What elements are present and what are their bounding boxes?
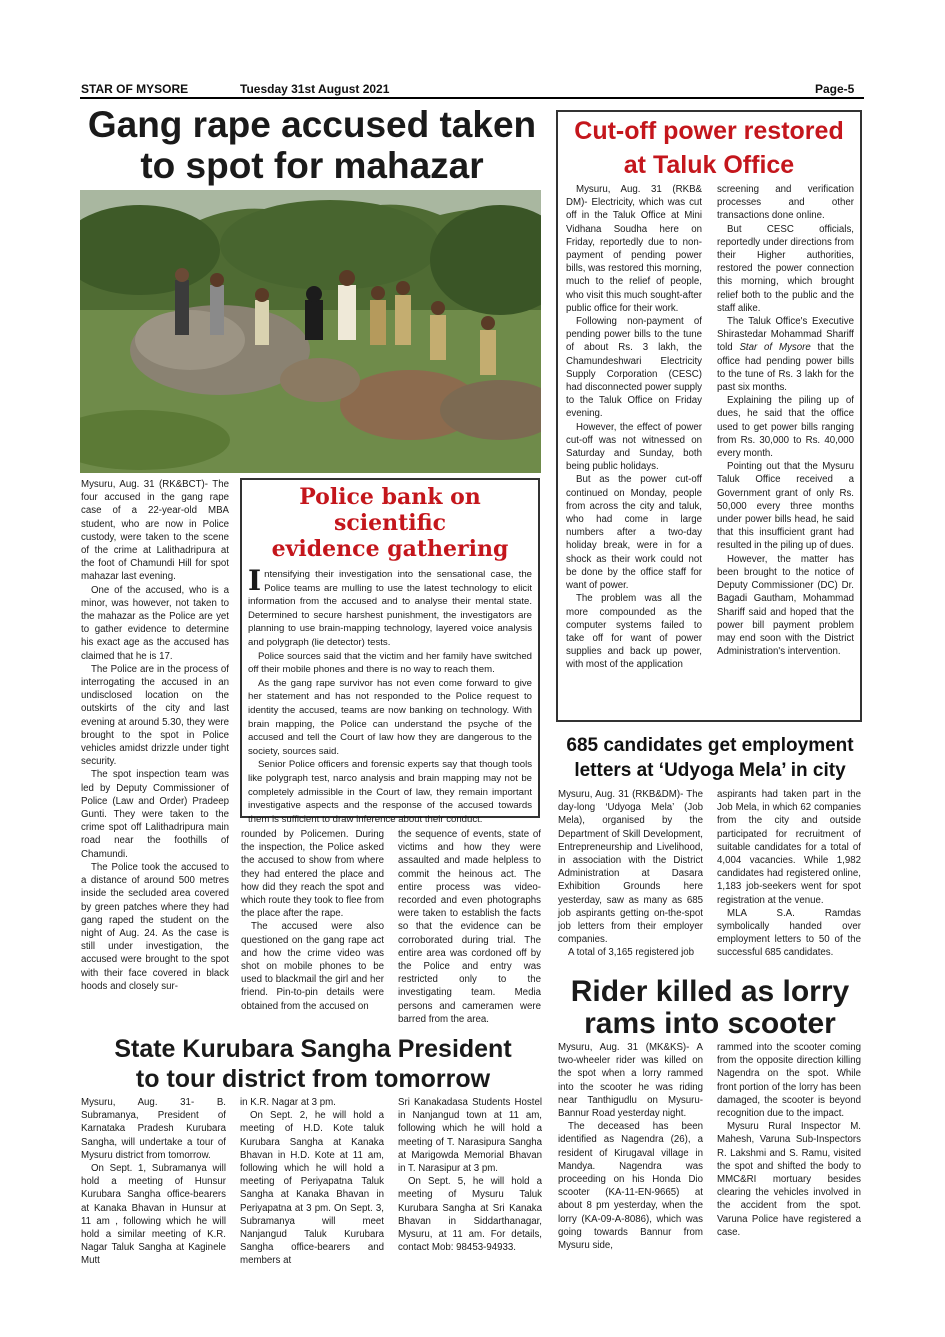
paragraph: The accused were also questioned on the gang rape act and how the crime video was shot on mobile phones to be used to blackmail the girl and her friend. Pin-to-pin details were obtained from the accused on [241, 921, 384, 1012]
paragraph: The Police are in the process of interrogating the accused in an undisclosed location on the outskirts of the city and last evening at around 5.30, they were brought to the spot in Police vehicles amidst drizzle under tight security. [81, 663, 229, 768]
headline-line: letters at ‘Udyoga Mela’ in city [574, 760, 846, 781]
drop-cap: I [248, 564, 262, 597]
headline-line: to tour district from tomorrow [135, 1065, 491, 1093]
headline-line: evidence gathering [271, 536, 509, 562]
paragraph: rounded by Policemen. During the inspection, the Police asked the accused to show from where they had entered the place and how did they reach the spot and which route they took to flee from the place after the rape. [241, 829, 384, 920]
gang-rape-headline [80, 104, 544, 186]
paper-name-italic: Star of Mysore [739, 342, 811, 354]
paragraph: Pointing out that the Mysuru Taluk Office received a Government grant of only Rs. 50,000 every three months under power bills head, he said that this insufficient grant had resulted in the piling up of dues. [717, 461, 854, 552]
paragraph: the sequence of events, state of victims and how they were assaulted and made helpless to commit the heinous act. The entire process was video-recorded and even photographs were taken to establish the facts so that the evidence can be corroborated during trial. The entire area was cordoned off by the Police and entry was restricted only to the investigating team. Media persons and cameramen were barred from the area. [398, 829, 541, 1025]
paragraph: Mysuru, Aug. 31- B. Subramanya, President of Karnataka Pradesh Kurubara Sangha, will undertake a tour of Mysuru district from tomorrow. [81, 1097, 226, 1161]
paragraph: aspirants had taken part in the Job Mela, in which 62 companies from the city and outside participated for recruitment of suitable candidates for a total of 4,004 vacancies. While 1,982 candidates had registered online, 1,183 job-seekers went for spot registration at the venue. [717, 789, 861, 906]
gang-rape-col1 [81, 478, 229, 993]
kurubara-col3 [398, 1096, 542, 1254]
text-run: that the office had pending power bills to the tune of Rs. 3 lakh for the past six months. [717, 342, 854, 394]
paragraph: Following non-payment of pending power bills to the tune of about Rs. 3 lakh, the Chamundeshwari Electricity Supply Corporation (CESC) had disconnected power supply to the Taluk Office on Friday evening. [566, 316, 702, 420]
paragraph: Explaining the piling up of dues, he said that the office used to get power bills ranging from Rs. 30,000 to Rs. 40,000 every month. [717, 395, 854, 460]
paragraph: On Sept. 2, he will hold a meeting of H.D. Kote taluk Kurubara Sangha at Kanaka Bhavan in H.D. Kote at 11 am, following which he will hold a meeting of Periyapatna Taluk Sangha at Kanaka Bhavan in Periyapatna at 3 pm. On Sept. 3, Subramanya will meet Nanjangud Taluk Kurubara Sangha office-bearers and members at [240, 1110, 384, 1267]
paragraph: But CESC officials, reportedly under directions from their Higher authorities, restored the power connection this morning, which brought relief both to the public and the staff alike. [717, 223, 854, 314]
headline-line: 685 candidates get employment [566, 735, 854, 756]
paragraph: ntensifying their investigation into the sensational case, the Police teams are mulling to use the latest technology to elicit information from the accused and to analyse their mental state. Determined to secure harshest punishment, the investigators are planning to use brain-mapping technology, layered voice analysis and polygraph (lie detector) tests. [248, 569, 532, 648]
rider-col2 [717, 1041, 861, 1239]
rider-col1 [558, 1041, 703, 1252]
text-run: The Taluk Office's Executive Shirastedar Mohammad Shariff told [717, 316, 854, 354]
paragraph: Sri Kanakadasa Students Hostel in Nanjangud town at 11 am, following which he will hold a meeting of T. Narasipura Sangha at Marigowda Memorial Bhavan in T. Narasipur at 3 pm. [398, 1097, 542, 1175]
cutoff-headline [566, 114, 852, 182]
paragraph: On Sept. 1, Subramanya will hold a meeting of Hunsur Kurubara Sangha office-bearers at Kanaka Bhavan in Hunsur at 11 am , following which he will hold a similar meeting of K.R. Nagar Taluk Sangha at Kaginele Mutt [81, 1163, 226, 1267]
paragraph: However, the matter has been brought to the notice of Deputy Commissioner (DC) Dr. Bagadi Gautham, Mohammad Shariff said and hoped that the power bill payment problem may end soon with the District Administration's intervention. [717, 553, 854, 658]
photo-illustration [80, 190, 541, 473]
paragraph: But as the power cut-off continued on Monday, people from across the city and taluk, who had come in large numbers after a two-day holiday break, were in for a shock as their work could not be done by the office staff for want of power. [566, 474, 702, 592]
masthead-rule [80, 97, 864, 99]
page-number: Page-5 [815, 82, 855, 96]
kurubara-headline [80, 1034, 546, 1094]
paragraph [717, 315, 854, 394]
headline-line: at Taluk Office [623, 151, 795, 179]
paragraph: On Sept. 5, he will hold a meeting of Mysuru Taluk Kurubara Sangha at Sri Kanaka Bhavan in Siddarthanagar, Mysuru, at 11 am. For details, contact Mob: 98453-94933. [398, 1176, 542, 1254]
issue-date: Tuesday 31st August 2021 [240, 82, 390, 96]
paragraph: Police sources said that the victim and her family have switched off their mobile phones and there is no way to reach them. [248, 650, 532, 676]
kurubara-col1 [81, 1096, 226, 1268]
paragraph: in K.R. Nagar at 3 pm. [240, 1097, 336, 1108]
paragraph: The problem was all the more compounded as the computer systems failed to take off for want of power supplies and back up power, with most of the application [566, 593, 702, 671]
kurubara-col2 [240, 1096, 384, 1268]
cutoff-col1 [566, 183, 702, 672]
gang-rape-col3 [398, 828, 541, 1026]
crime-spot-photo [80, 190, 541, 473]
udyoga-headline [556, 733, 864, 783]
paragraph: The spot inspection team was led by Deputy Commissioner of Police (Law and Order) Pradeep Gunti. They were taken to the crime spot off Lalithadripura main road near the foothills of Chamundi. [81, 769, 229, 860]
paper-name: STAR OF MYSORE [81, 82, 189, 96]
paragraph: Mysuru, Aug. 31 (RKB&DM)- The day-long ‘Udyoga Mela’ (Job Mela), organised by the Department of Skill Development, Entrepreneurship and Livelihood, in association with the District Administration at Dasara Exhibition Grounds here yesterday, saw as many as 685 job aspirants getting on-the-spot job letters from their employer companies. [558, 789, 703, 946]
headline-line: rams into scooter [584, 1007, 836, 1040]
headline-line: Cut-off power restored [574, 117, 844, 145]
paragraph: The deceased has been identified as Nagendra (26), a resident of Kirugaval village in Mandya. Nagendra was proceeding on his Honda Dio scooter (KA-11-EN-9665) at about 8 pm yesterday, when the lorry (KA-09-A-8086), which was going towards Bannur from Mysuru side, [558, 1121, 703, 1252]
paragraph: One of the accused, who is a minor, was however, not taken to the mahazar as the Police are yet to gather evidence to determine his exact age as the accused has claimed that he is 17. [81, 584, 229, 662]
police-bank-headline [248, 484, 532, 562]
paragraph: screening and verification processes and other transactions done online. [717, 184, 854, 222]
police-bank-body [248, 564, 532, 826]
gang-rape-col2 [241, 828, 384, 1013]
udyoga-col2 [717, 788, 861, 960]
paragraph: Mysuru, Aug. 31 (RK&BCT)- The four accused in the gang rape case of a 22-year-old MBA student, who are now in Police custody, were taken to the scene of the crime at Lalithadripura at the foot of Chamundi Hill for spot mahazar last evening. [81, 479, 229, 583]
paragraph: Mysuru Rural Inspector M. Mahesh, Varuna Sub-Inspectors R. Lakshmi and S. Ramu, visited the spot and shifted the body to MMC&RI mortuary besides clearing the vehicles involved in the accident from the spot. Varuna Police have registered a case. [717, 1121, 861, 1238]
headline-line: Police bank on scientific [299, 484, 481, 536]
paragraph: As the gang rape survivor has not even come forward to give her statement and has not responded to the Police request to identity the accused, teams are now banking on technology. With brain mapping, the Police can understand the psyche of the accused and tell the Court of law how they are dangerous to the society, sources said. [248, 677, 532, 757]
cutoff-col2 [717, 183, 854, 658]
paragraph: Senior Police officers and forensic experts say that though tools like polygraph test, narco analysis and brain mapping may not be completely admissible in the Court of law, they remain important investigative aspects and the response of the accused towards them is sufficient to draw inference about their conduct. [248, 759, 532, 825]
udyoga-col1 [558, 788, 703, 960]
headline-line: to spot for mahazar [140, 145, 484, 186]
headline-line: Gang rape accused taken [87, 104, 537, 145]
police-bank-box [240, 478, 540, 825]
paragraph: However, the effect of power cut-off was not witnessed on Saturday and Sunday, both being public holidays. [566, 421, 702, 473]
headline-line: State Kurubara Sangha President [114, 1035, 512, 1063]
paragraph: Mysuru, Aug. 31 (RKB& DM)- Electricity, which was cut off in the Taluk Office at Mini Vidhana Soudha here on Friday, reportedly due to non-payment of pending power bills, was restored this morning, much to the relief of people, who visit this much sought-after public office for their work. [566, 184, 702, 314]
paragraph: The Police took the accused to a distance of around 500 metres inside the secluded area covered by green patches where they had gang raped the student on the night of Aug. 24. As the case is still under investigation, the accused were brought to the spot with their face covered in black hoods and closely sur- [81, 861, 229, 992]
paragraph: A total of 3,165 registered job [568, 947, 695, 959]
paragraph: MLA S.A. Ramdas symbolically handed over employment letters to 50 of the successful 685 candidates. [717, 907, 861, 959]
rider-headline [556, 976, 864, 1040]
headline-line: Rider killed as lorry [570, 975, 850, 1008]
paragraph: Mysuru, Aug. 31 (MK&KS)- A two-wheeler rider was killed on the spot when a lorry rammed into the scooter he was riding near Tanthigudlu on Mysuru-Bannur Road yesterday night. [558, 1042, 703, 1120]
paragraph: rammed into the scooter coming from the opposite direction killing Nagendra on the spot. While front portion of the lorry has been damaged, the scooter is beyond recognition due to the impact. [717, 1042, 861, 1120]
